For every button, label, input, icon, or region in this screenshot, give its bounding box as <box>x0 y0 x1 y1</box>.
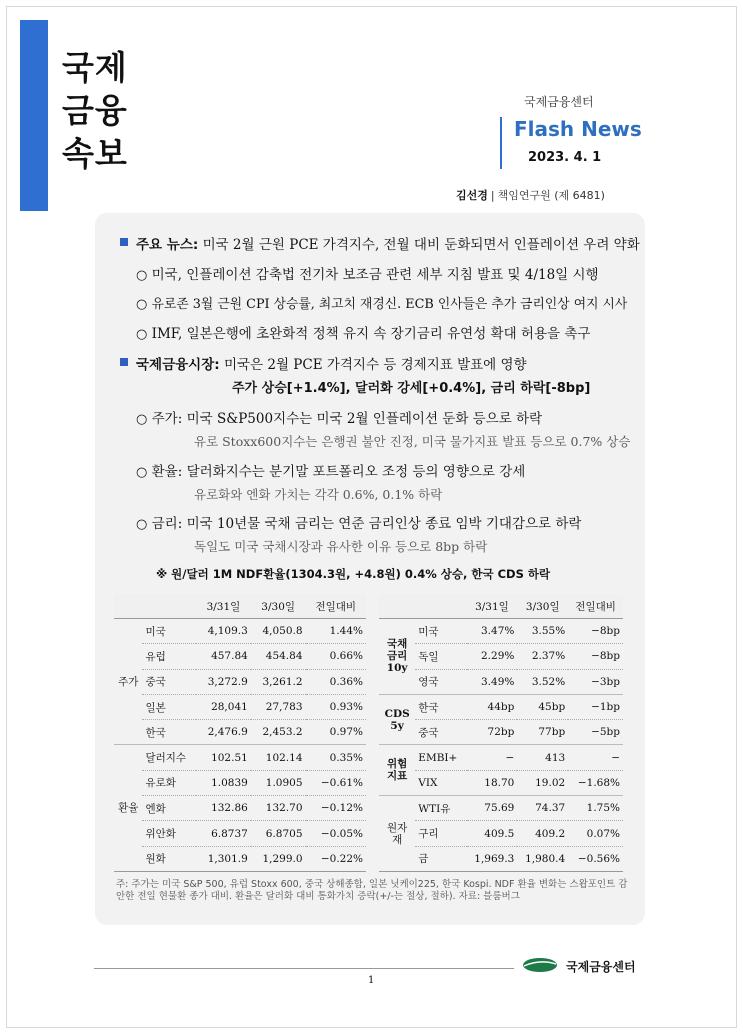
column-header <box>415 594 466 619</box>
news-headline <box>136 233 640 253</box>
table-cell: 3,261.2 <box>251 669 306 694</box>
circle-bullet-icon: ○ <box>136 517 148 532</box>
table-row <box>114 745 366 770</box>
row-label: 원화 <box>142 846 196 871</box>
table-cell: 457.84 <box>196 644 251 669</box>
header-divider <box>500 117 502 169</box>
table-cell: 27,783 <box>251 694 306 719</box>
author-role: 책임연구원 <box>497 189 551 202</box>
row-label: 유로화 <box>142 770 196 795</box>
market-table-right <box>379 594 623 872</box>
table-cell: −1.68% <box>568 770 623 795</box>
table-row <box>114 821 366 846</box>
table-row <box>114 846 366 871</box>
table-row <box>379 796 623 821</box>
column-header <box>379 594 415 619</box>
circle-bullet-icon: ○ <box>136 297 148 312</box>
news-label: 주요 뉴스: <box>136 237 199 253</box>
table-cell: −8bp <box>568 644 623 669</box>
row-label: 유럽 <box>142 644 196 669</box>
column-header: 전일대비 <box>568 594 623 619</box>
column-header: 3/30일 <box>251 594 306 619</box>
table-cell: 2,476.9 <box>196 720 251 745</box>
column-header: 3/30일 <box>517 594 568 619</box>
table-cell: −0.61% <box>306 770 366 795</box>
column-header: 3/31일 <box>467 594 518 619</box>
group-label: 환율 <box>114 745 142 871</box>
news-text: 미국 2월 근원 PCE 가격지수, 전월 대비 둔화되면서 인플레이션 우려 약화 <box>202 237 640 253</box>
table-cell: 3,272.9 <box>196 669 251 694</box>
row-label: 금 <box>415 846 466 871</box>
table-cell: 45bp <box>517 694 568 719</box>
group-label: 국채 금리 10y <box>379 619 415 695</box>
news-item <box>136 293 627 312</box>
author-line: 김선경 | 책임연구원 (제 6481) <box>456 189 605 202</box>
table-cell: 1,299.0 <box>251 846 306 871</box>
table-header-row <box>114 594 366 619</box>
header-date: 2023. 4. 1 <box>528 150 602 165</box>
row-label: 엔화 <box>142 796 196 821</box>
table-cell: 19.02 <box>517 770 568 795</box>
table-cell: 1,969.3 <box>467 846 518 871</box>
table-cell: 4,050.8 <box>251 619 306 644</box>
table-footnote: 주: 주가는 미국 S&P 500, 유럽 Stoxx 600, 중국 상해종합, 일본 닛케이225, 한국 Kospi. NDF 환율 변화는 스왑포인트 감안한 전일 현물환 종가 대비. 환율은 달러화 대비 통화가치 증락(+/-는 절상, 절하). 자료: 블룸버그 <box>116 879 628 902</box>
table-cell: − <box>568 745 623 770</box>
table-cell: 1,301.9 <box>196 846 251 871</box>
footer-rule <box>94 968 514 969</box>
table-row <box>379 745 623 770</box>
market-item-stocks <box>136 407 542 427</box>
table-cell: 3.52% <box>517 669 568 694</box>
table-cell: 72bp <box>467 720 518 745</box>
kcif-logo-icon <box>522 957 558 973</box>
table-row <box>114 669 366 694</box>
table-cell: 75.69 <box>467 796 518 821</box>
table-row <box>379 821 623 846</box>
row-label: 달러지수 <box>142 745 196 770</box>
table-cell: 0.66% <box>306 644 366 669</box>
table-cell: 44bp <box>467 694 518 719</box>
row-label: 위안화 <box>142 821 196 846</box>
table-cell: −0.22% <box>306 846 366 871</box>
header-org: 국제금융센터 <box>524 95 594 109</box>
table-cell: 3.47% <box>467 619 518 644</box>
market-item-text: 미국 S&P500지수는 미국 2월 인플레이션 둔화 등으로 하락 <box>186 411 543 427</box>
table-row <box>114 694 366 719</box>
table-cell: −0.12% <box>306 796 366 821</box>
table-cell: − <box>467 745 518 770</box>
table-cell: 6.8737 <box>196 821 251 846</box>
page-number: 1 <box>368 975 375 986</box>
market-item-text: 미국 10년물 국채 금리는 연준 금리인상 종료 임박 기대감으로 하락 <box>186 516 582 532</box>
row-label: 한국 <box>142 720 196 745</box>
table-cell: 28,041 <box>196 694 251 719</box>
market-item-rates <box>136 512 581 532</box>
market-table-left <box>114 594 366 872</box>
market-text: 미국은 2월 PCE 가격지수 등 경제지표 발표에 영향 <box>223 357 527 373</box>
footer-org: 국제금융센터 <box>566 960 636 974</box>
market-item-label: 주가: <box>151 411 183 427</box>
table-cell: −8bp <box>568 619 623 644</box>
table-row <box>379 619 623 644</box>
table-row <box>379 669 623 694</box>
table-cell: 1.0839 <box>196 770 251 795</box>
table-cell: 2.37% <box>517 644 568 669</box>
row-label: 독일 <box>415 644 466 669</box>
ndf-note: ※ 원/달러 1M NDF환율(1304.3원, +4.8원) 0.4% 상승, 한국 CDS 하락 <box>156 567 551 581</box>
table-cell: 1.44% <box>306 619 366 644</box>
table-cell: 3.49% <box>467 669 518 694</box>
row-label: 미국 <box>415 619 466 644</box>
table-cell: 1,980.4 <box>517 846 568 871</box>
table-cell: 454.84 <box>251 644 306 669</box>
news-item-text: IMF, 일본은행에 초완화적 정책 유지 속 장기금리 유연성 확대 허용을 촉구 <box>151 326 591 342</box>
table-row <box>114 619 366 644</box>
table-cell: 2.29% <box>467 644 518 669</box>
news-item <box>136 322 590 342</box>
title-accent-bar <box>20 20 48 211</box>
title-line-3: 속보 <box>62 134 128 173</box>
bullet-square-icon <box>120 238 128 246</box>
circle-bullet-icon: ○ <box>136 412 148 427</box>
row-label: VIX <box>415 770 466 795</box>
row-label: 한국 <box>415 694 466 719</box>
table-row <box>114 796 366 821</box>
market-headline <box>136 353 527 373</box>
market-item-fx <box>136 460 525 480</box>
table-row <box>114 720 366 745</box>
circle-bullet-icon: ○ <box>136 327 148 342</box>
table-row <box>379 770 623 795</box>
market-item-label: 환율: <box>151 464 183 480</box>
table-cell: 413 <box>517 745 568 770</box>
column-header: 전일대비 <box>306 594 366 619</box>
news-item <box>136 263 599 283</box>
table-cell: 132.86 <box>196 796 251 821</box>
table-row <box>379 846 623 871</box>
row-label: 구리 <box>415 821 466 846</box>
table-cell: 4,109.3 <box>196 619 251 644</box>
market-summary: 주가 상승[+1.4%], 달러화 강세[+0.4%], 금리 하락[-8bp] <box>232 381 591 396</box>
table-cell: 74.37 <box>517 796 568 821</box>
column-header: 3/31일 <box>196 594 251 619</box>
news-item-text: 유로존 3월 근원 CPI 상승률, 최고치 재경신. ECB 인사들은 추가 금리인상 여지 시사 <box>151 297 628 312</box>
row-label: 중국 <box>142 669 196 694</box>
report-title <box>62 46 128 175</box>
table-cell: 0.93% <box>306 694 366 719</box>
market-item-sub: 유로화와 엔화 가치는 각각 0.6%, 0.1% 하락 <box>194 487 443 502</box>
table-cell: 409.5 <box>467 821 518 846</box>
table-cell: −3bp <box>568 669 623 694</box>
group-label: 위험 지표 <box>379 745 415 796</box>
row-label: 미국 <box>142 619 196 644</box>
table-cell: 0.07% <box>568 821 623 846</box>
title-line-1: 국제 <box>62 48 128 87</box>
table-row <box>114 770 366 795</box>
bullet-square-icon <box>120 358 128 366</box>
news-item-text: 미국, 인플레이션 감축법 전기차 보조금 관련 세부 지침 발표 및 4/18일 시행 <box>151 267 599 283</box>
row-label: EMBI+ <box>415 745 466 770</box>
row-label: 중국 <box>415 720 466 745</box>
table-cell: 102.14 <box>251 745 306 770</box>
group-label: 원자재 <box>379 796 415 872</box>
table-cell: 77bp <box>517 720 568 745</box>
table-cell: 1.75% <box>568 796 623 821</box>
table-cell: 102.51 <box>196 745 251 770</box>
group-label: CDS 5y <box>379 694 415 745</box>
table-cell: 0.97% <box>306 720 366 745</box>
table-row <box>379 694 623 719</box>
author-name: 김선경 <box>456 189 488 202</box>
row-label: 영국 <box>415 669 466 694</box>
table-cell: 409.2 <box>517 821 568 846</box>
table-cell: −5bp <box>568 720 623 745</box>
table-cell: 0.36% <box>306 669 366 694</box>
table-header-row <box>379 594 623 619</box>
market-item-label: 금리: <box>151 516 183 532</box>
group-label: 주가 <box>114 619 142 745</box>
column-header <box>114 594 142 619</box>
table-cell: 6.8705 <box>251 821 306 846</box>
market-item-sub: 독일도 미국 국채시장과 유사한 이유 등으로 8bp 하락 <box>194 539 488 554</box>
column-header <box>142 594 196 619</box>
row-label: 일본 <box>142 694 196 719</box>
author-ext: (제 6481) <box>554 189 605 202</box>
title-line-2: 금융 <box>62 91 128 130</box>
market-item-text: 달러화지수는 분기말 포트폴리오 조정 등의 영향으로 강세 <box>186 464 526 480</box>
market-label: 국제금융시장: <box>136 357 220 373</box>
table-cell: 0.35% <box>306 745 366 770</box>
table-cell: −0.56% <box>568 846 623 871</box>
table-cell: 1.0905 <box>251 770 306 795</box>
table-cell: 18.70 <box>467 770 518 795</box>
table-row <box>114 644 366 669</box>
circle-bullet-icon: ○ <box>136 465 148 480</box>
table-cell: 132.70 <box>251 796 306 821</box>
table-row <box>379 720 623 745</box>
table-cell: 2,453.2 <box>251 720 306 745</box>
row-label: WTI유 <box>415 796 466 821</box>
table-cell: 3.55% <box>517 619 568 644</box>
header-flash-news: Flash News <box>514 117 642 141</box>
table-cell: −0.05% <box>306 821 366 846</box>
table-cell: −1bp <box>568 694 623 719</box>
table-row <box>379 644 623 669</box>
circle-bullet-icon: ○ <box>136 268 148 283</box>
market-item-sub: 유로 Stoxx600지수는 은행권 불안 진정, 미국 물가지표 발표 등으로 0.7% 상승 <box>194 434 631 449</box>
